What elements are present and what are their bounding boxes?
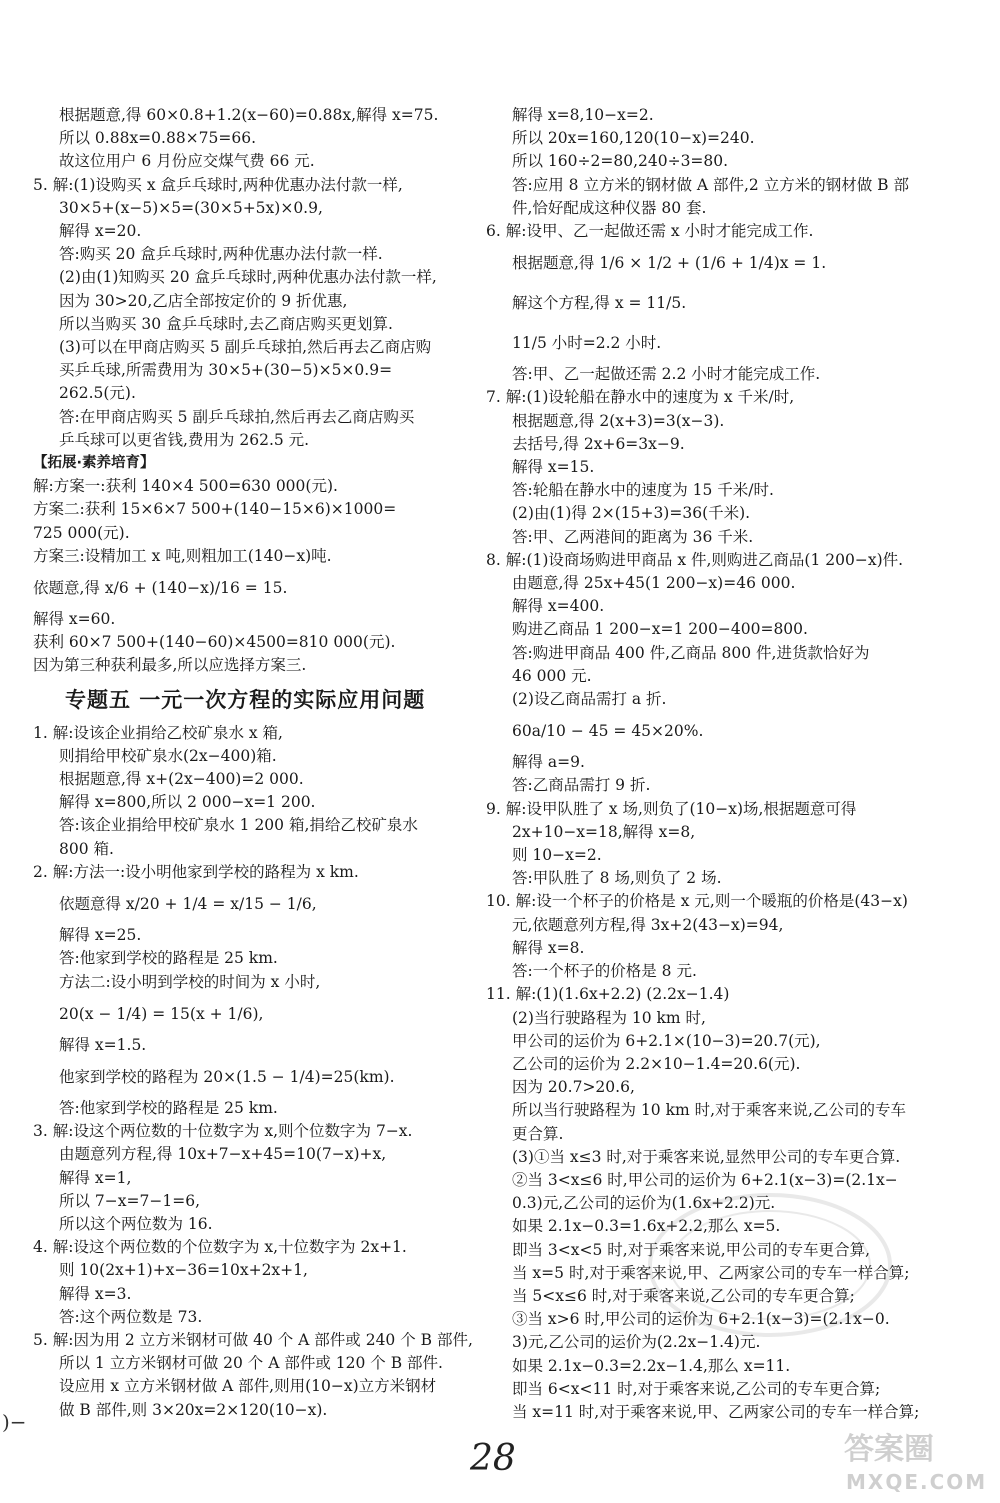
text-line: 11/5 小时=2.2 小时. (512, 334, 662, 353)
text-line: 所以 0.88x=0.88×75=66. (59, 129, 257, 148)
site-watermark (836, 1427, 986, 1497)
text-line: 根据题意,得 60×0.8+1.2(x−60)=0.88x,解得 x=75. (59, 106, 439, 124)
text-line: 答:甲、乙一起做还需 2.2 小时才能完成工作. (512, 365, 821, 384)
text-line: 答:在甲商店购买 5 副乒乓球拍,然后再去乙商店购买 (59, 407, 415, 426)
text-line: (2)设乙商品需打 a 折. (512, 690, 667, 709)
text-line: 解这个方程,得 x = 11/5. (512, 294, 687, 313)
text-line: 解得 a=9. (512, 753, 585, 772)
text-line: 3)元,乙公司的运价为(2.2x−1.4)元. (512, 1333, 761, 1352)
watermark-url: MXQE.COM (846, 1470, 986, 1494)
text-line: 当 x=11 时,对于乘客来说,甲、乙两家公司的专车一样合算; (512, 1402, 920, 1421)
text-line: (3)①当 x≤3 时,对于乘客来说,显然甲公司的专车更合算. (512, 1147, 901, 1166)
text-line: 解得 x=1.5. (59, 1035, 147, 1054)
text-line: 答:一个杯子的价格是 8 元. (512, 962, 697, 981)
text-line: 买乒乓球,所需费用为 30×5+(30−5)×5×0.9= (59, 361, 393, 380)
text-line: 答:甲、乙两港间的距离为 36 千米. (512, 527, 754, 546)
text-line: 即当 6<x<11 时,对于乘客来说,乙公司的专车更合算; (512, 1379, 881, 1398)
text-line: 答:购买 20 盒乒乓球时,两种优惠办法付款一样. (59, 245, 383, 264)
text-line: 答:购进甲商品 400 件,乙商品 800 件,进货款恰好为 (512, 643, 870, 662)
text-line: 答:轮船在静水中的速度为 15 千米/时. (512, 481, 774, 500)
text-line: 解得 x=3. (59, 1284, 132, 1303)
text-line: 所以当购买 30 盒乒乓球时,去乙商店购买更划算. (59, 314, 393, 333)
section-heading: 专题五 一元一次方程的实际应用问题 (65, 687, 426, 712)
text-line: 2. 解:方法一:设小明他家到学校的路程为 x km. (33, 862, 359, 881)
page-number: 28 (470, 1438, 516, 1479)
text-line: 60a/10 − 45 = 45×20%. (512, 722, 704, 741)
text-line: 根据题意,得 1/6 × 1/2 + (1/6 + 1/4)x = 1. (512, 254, 827, 273)
text-line: 当 x=5 时,对于乘客来说,甲、乙两家公司的专车一样合算; (512, 1263, 910, 1282)
text-line: 方案三:设精加工 x 吨,则粗加工(140−x)吨. (33, 546, 332, 565)
text-line: 方法二:设小明到学校的时间为 x 小时, (59, 972, 321, 991)
stamp-watermark (640, 1185, 900, 1345)
text-line: 因为 20.7>20.6, (512, 1078, 635, 1097)
text-line: 元,依题意列方程,得 3x+2(43−x)=94, (512, 915, 784, 934)
text-line: ②当 3<x≤6 时,甲公司的运价为 6+2.1(x−3)=(2.1x− (512, 1170, 898, 1189)
text-line: 方案二:获利 15×6×7 500+(140−15×6)×1000= (33, 500, 397, 519)
text-line: 解得 x=400. (512, 597, 605, 616)
text-line: 件,恰好配成这种仪器 80 套. (512, 198, 707, 217)
text-line: ③当 x>6 时,甲公司的运价为 6+2.1(x−3)=(2.1x−0. (512, 1310, 890, 1329)
text-line: 则 10−x=2. (512, 846, 602, 865)
text-line: 30×5+(x−5)×5=(30×5+5x)×0.9, (59, 198, 323, 217)
text-line: 解得 x=25. (59, 926, 142, 945)
text-line: 乙公司的运价为 2.2×10−1.4=20.6(元). (512, 1054, 801, 1073)
text-line: 设应用 x 立方米钢材做 A 部件,则用(10−x)立方米钢材 (59, 1377, 437, 1396)
text-line: 故这位用户 6 月份应交煤气费 66 元. (59, 152, 315, 171)
text-line: 如果 2.1x−0.3=2.2x−1.4,那么 x=11. (512, 1356, 791, 1375)
text-line: 购进乙商品 1 200−x=1 200−400=800. (512, 620, 808, 639)
text-line: 解得 x=8. (512, 938, 585, 957)
text-line: 则 10(2x+1)+x−36=10x+2x+1, (59, 1261, 308, 1280)
text-line: 答:应用 8 立方米的钢材做 A 部件,2 立方米的钢材做 B 部 (512, 175, 909, 194)
text-line: 依题意得 x/20 + 1/4 = x/15 − 1/6, (59, 895, 317, 914)
text-line: 2x+10−x=18,解得 x=8, (512, 822, 696, 841)
text-line: 4. 解:设这个两位数的个位数字为 x,十位数字为 2x+1. (33, 1238, 407, 1257)
text-line: 获利 60×7 500+(140−60)×4500=810 000(元). (33, 633, 396, 652)
text-line: 7. 解:(1)设轮船在静水中的速度为 x 千米/时, (486, 388, 795, 407)
text-line: 0.3)元,乙公司的运价为(1.6x+2.2)元. (512, 1194, 776, 1213)
text-line: 因为第三种获利最多,所以应选择方案三. (33, 656, 307, 675)
text-line: 答:甲队胜了 8 场,则负了 2 场. (512, 869, 722, 888)
text-line: (2)由(1)知购买 20 盒乒乓球时,两种优惠办法付款一样, (59, 268, 437, 287)
text-line: 根据题意,得 2(x+3)=3(x−3). (512, 411, 725, 430)
text-line: 所以 20x=160,120(10−x)=240. (512, 129, 755, 148)
text-line: 解得 x=60. (33, 610, 116, 629)
text-line: 所以这个两位数为 16. (59, 1214, 213, 1233)
text-line: 依题意,得 x/6 + (140−x)/16 = 15. (33, 579, 288, 598)
text-line: 【拓展·素养培育】 (33, 455, 155, 472)
text-line: 6. 解:设甲、乙一起做还需 x 小时才能完成工作. (486, 222, 814, 241)
text-line: 答:他家到学校的路程是 25 km. (59, 949, 278, 968)
text-line: 更合算. (512, 1124, 564, 1143)
text-line: 即当 3<x<5 时,对于乘客来说,甲公司的专车更合算, (512, 1240, 871, 1259)
text-line: 10. 解:设一个杯子的价格是 x 元,则一个暖瓶的价格是(43−x) (486, 892, 908, 911)
text-line: 11. 解:(1)(1.6x+2.2) (2.2x−1.4) (486, 985, 730, 1004)
text-line: 如果 2.1x−0.3=1.6x+2.2,那么 x=5. (512, 1217, 781, 1236)
text-line: 由题意列方程,得 10x+7−x+45=10(7−x)+x, (59, 1145, 387, 1164)
text-line: 做 B 部件,则 3×20x=2×120(10−x). (59, 1400, 328, 1419)
text-line: 262.5(元). (59, 384, 136, 403)
text-line: 答:他家到学校的路程是 25 km. (59, 1098, 278, 1117)
text-line: 8. 解:(1)设商场购进甲商品 x 件,则购进乙商品(1 200−x)件. (486, 550, 904, 569)
watermark-logo: 答案圈 (844, 1432, 934, 1467)
text-line: 5. 解:(1)设购买 x 盒乒乓球时,两种优惠办法付款一样, (33, 175, 403, 194)
text-line: 则捐给甲校矿泉水(2x−400)箱. (59, 746, 277, 765)
text-line: 3. 解:设这个两位数的十位数字为 x,则个位数字为 7−x. (33, 1122, 413, 1141)
text-line: 解得 x=800,所以 2 000−x=1 200. (59, 793, 316, 812)
text-line: (2)由(1)得 2×(15+3)=36(千米). (512, 504, 751, 523)
text-line: 800 箱. (59, 839, 114, 858)
corner-mark: )− (2, 1410, 27, 1434)
text-line: 解得 x=20. (59, 222, 142, 241)
text-line: 因为 30>20,乙店全部按定价的 9 折优惠, (59, 291, 348, 310)
text-line: 5. 解:因为用 2 立方米钢材可做 40 个 A 部件或 240 个 B 部件, (33, 1330, 473, 1349)
text-line: 乒乓球可以更省钱,费用为 262.5 元. (59, 430, 310, 449)
text-line: 解得 x=8,10−x=2. (512, 106, 654, 124)
text-line: 所以当行驶路程为 10 km 时,对于乘客来说,乙公司的专车 (512, 1101, 906, 1120)
text-line: (3)可以在甲商店购买 5 副乒乓球拍,然后再去乙商店购 (59, 338, 432, 357)
text-line: 46 000 元. (512, 666, 592, 685)
text-line: 答:这个两位数是 73. (59, 1307, 203, 1326)
text-line: 答:该企业捐给甲校矿泉水 1 200 箱,捐给乙校矿泉水 (59, 816, 418, 835)
text-line: 根据题意,得 x+(2x−400)=2 000. (59, 770, 304, 789)
left-column (33, 104, 473, 1422)
text-line: 答:乙商品需打 9 折. (512, 776, 651, 795)
text-line: 解:方案一:获利 140×4 500=630 000(元). (33, 477, 338, 496)
text-line: 所以 1 立方米钢材可做 20 个 A 部件或 120 个 B 部件. (59, 1354, 443, 1373)
text-line: 所以 7−x=7−1=6, (59, 1191, 200, 1210)
text-line: 去括号,得 2x+6=3x−9. (512, 434, 685, 453)
text-line: 725 000(元). (33, 523, 130, 542)
text-line: 当 5<x≤6 时,对于乘客来说,乙公司的专车更合算; (512, 1286, 855, 1305)
text-line: 20(x − 1/4) = 15(x + 1/6), (59, 1004, 264, 1023)
text-line: 1. 解:设该企业捐给乙校矿泉水 x 箱, (33, 723, 283, 742)
text-line: 甲公司的运价为 6+2.1×(10−3)=20.7(元), (512, 1031, 821, 1050)
text-line: 9. 解:设甲队胜了 x 场,则负了(10−x)场,根据题意可得 (486, 799, 857, 818)
text-line: 所以 160÷2=80,240÷3=80. (512, 152, 729, 171)
text-line: (2)当行驶路程为 10 km 时, (512, 1008, 706, 1027)
text-line: 他家到学校的路程为 20×(1.5 − 1/4)=25(km). (59, 1067, 395, 1086)
text-line: 解得 x=1, (59, 1168, 132, 1187)
text-line: 解得 x=15. (512, 458, 595, 477)
text-line: 由题意,得 25x+45(1 200−x)=46 000. (512, 574, 796, 593)
